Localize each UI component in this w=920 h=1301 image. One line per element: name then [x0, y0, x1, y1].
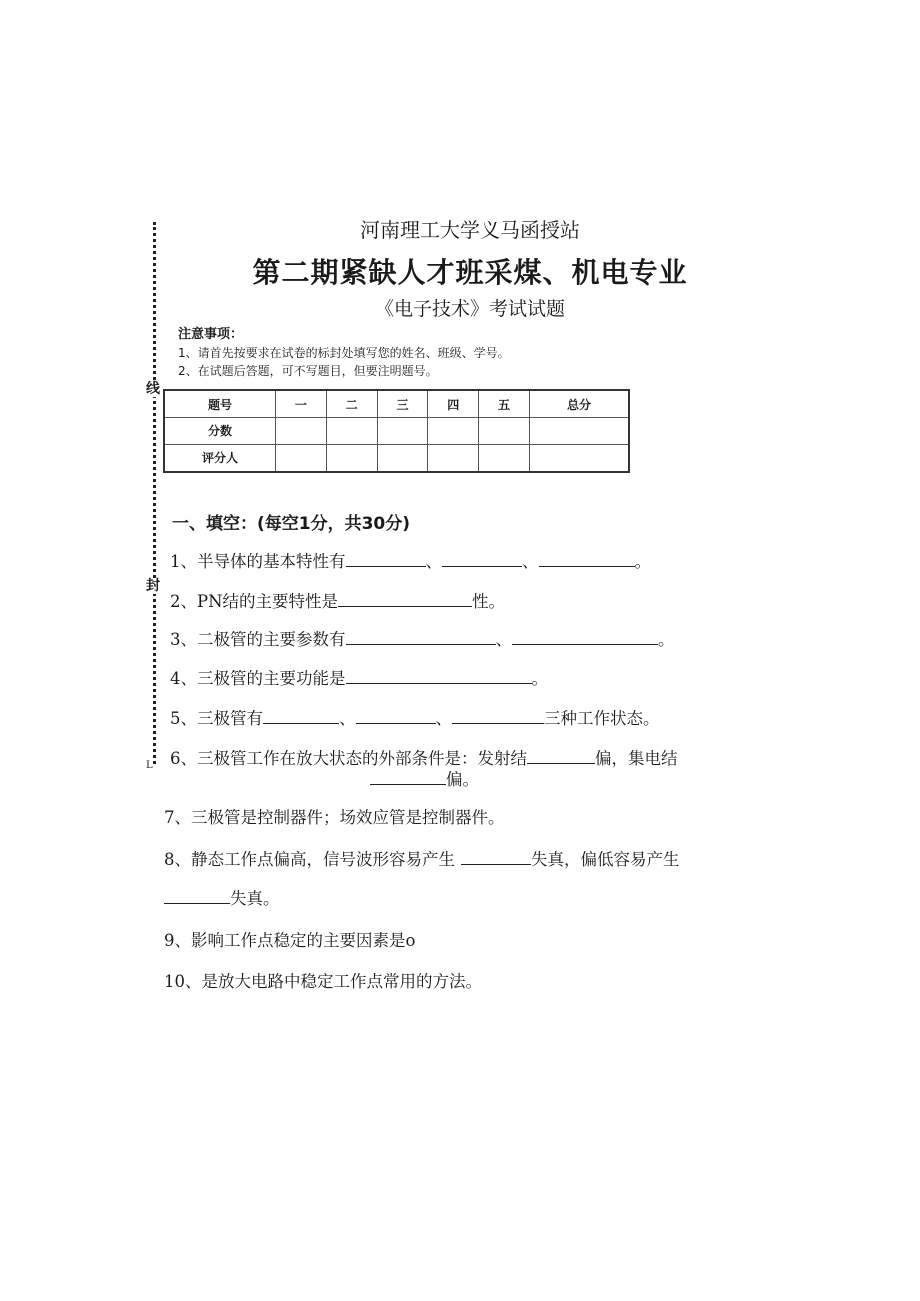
table-cell	[377, 418, 428, 445]
section-heading: 一、填空：(每空1分，共30分)	[172, 514, 411, 534]
table-cell: 二	[326, 390, 377, 418]
table-cell	[529, 444, 629, 472]
answer-blank[interactable]	[356, 707, 436, 724]
question-text: 失真，偏低容易产生	[531, 850, 680, 869]
table-cell: 评分人	[164, 444, 276, 472]
answer-blank[interactable]	[338, 590, 472, 607]
answer-blank[interactable]	[263, 707, 339, 724]
answer-blank[interactable]	[452, 707, 544, 724]
question-9: 9、影响工作点稳定的主要因素是o	[164, 931, 416, 950]
answer-blank[interactable]	[527, 747, 595, 764]
question-10: 10、是放大电路中稳定工作点常用的方法。	[164, 972, 482, 991]
table-cell: 四	[428, 390, 479, 418]
question-text: 3、二极管的主要参数有	[170, 630, 346, 649]
table-cell	[276, 444, 327, 472]
question-6-cont	[370, 766, 479, 790]
question-text: 8、静态工作点偏高，信号波形容易产生	[164, 850, 455, 869]
question-text: 失真。	[230, 889, 280, 908]
binding-label-seal: 封	[141, 578, 165, 594]
table-cell: 五	[479, 390, 530, 418]
table-cell	[326, 444, 377, 472]
question-text: 4、三极管的主要功能是	[170, 669, 346, 688]
question-text: 。	[634, 552, 651, 571]
table-cell	[479, 444, 530, 472]
table-cell: 总分	[529, 390, 629, 418]
question-2	[170, 588, 505, 612]
answer-blank[interactable]	[346, 628, 496, 645]
score-table-row	[164, 418, 629, 445]
score-table	[163, 389, 630, 473]
answer-blank[interactable]	[164, 887, 230, 904]
question-text: 。	[658, 630, 675, 649]
note-item: 1、请首先按要求在试卷的标封处填写您的姓名、班级、学号。	[178, 346, 510, 360]
question-text: 1、半导体的基本特性有	[170, 552, 346, 571]
table-cell: 三	[377, 390, 428, 418]
binding-dotted-line	[153, 222, 156, 764]
question-text: 、	[435, 709, 452, 728]
answer-blank[interactable]	[346, 550, 426, 567]
table-cell: 题号	[164, 390, 276, 418]
answer-blank[interactable]	[512, 628, 658, 645]
answer-blank[interactable]	[539, 550, 635, 567]
question-text: 、	[425, 552, 442, 571]
question-text: 、	[522, 552, 539, 571]
answer-blank[interactable]	[442, 550, 522, 567]
table-cell	[479, 418, 530, 445]
exam-subtitle: 《电子技术》考试试题	[374, 298, 565, 320]
question-8-cont	[164, 885, 280, 909]
question-7: 7、三极管是控制器件；场效应管是控制器件。	[164, 808, 505, 827]
question-text: 6、三极管工作在放大状态的外部条件是：发射结	[170, 749, 527, 768]
question-text: 三种工作状态。	[544, 709, 660, 728]
table-cell	[377, 444, 428, 472]
binding-end-mark: L	[146, 760, 153, 771]
notes-title: 注意事项：	[178, 327, 244, 342]
question-4	[170, 665, 548, 689]
question-1	[170, 548, 651, 572]
question-text: 、	[495, 630, 512, 649]
question-8	[164, 846, 680, 870]
question-5	[170, 705, 660, 729]
table-cell	[428, 444, 479, 472]
note-item: 2、在试题后答题，可不写题目，但要注明题号。	[178, 364, 438, 378]
question-text: 。	[531, 669, 548, 688]
table-cell	[276, 418, 327, 445]
question-text: 性。	[472, 592, 506, 611]
exam-title: 第二期紧缺人才班采煤、机电专业	[252, 256, 688, 289]
question-text: 偏。	[446, 770, 479, 789]
notes-block	[178, 326, 510, 380]
answer-blank[interactable]	[370, 768, 446, 785]
score-table-header-row	[164, 390, 629, 418]
question-text: 2、PN结的主要特性是	[170, 592, 339, 611]
question-text: 偏，集电结	[595, 749, 678, 768]
question-text: 、	[339, 709, 356, 728]
school-name: 河南理工大学义马函授站	[360, 218, 580, 242]
table-cell	[428, 418, 479, 445]
table-cell	[326, 418, 377, 445]
answer-blank[interactable]	[461, 848, 531, 865]
table-cell: 一	[276, 390, 327, 418]
score-table-row	[164, 444, 629, 472]
binding-label-line: 线	[141, 381, 165, 397]
table-cell: 分数	[164, 418, 276, 445]
question-text: 5、三极管有	[170, 709, 263, 728]
answer-blank[interactable]	[346, 667, 532, 684]
table-cell	[529, 418, 629, 445]
question-3	[170, 626, 675, 650]
